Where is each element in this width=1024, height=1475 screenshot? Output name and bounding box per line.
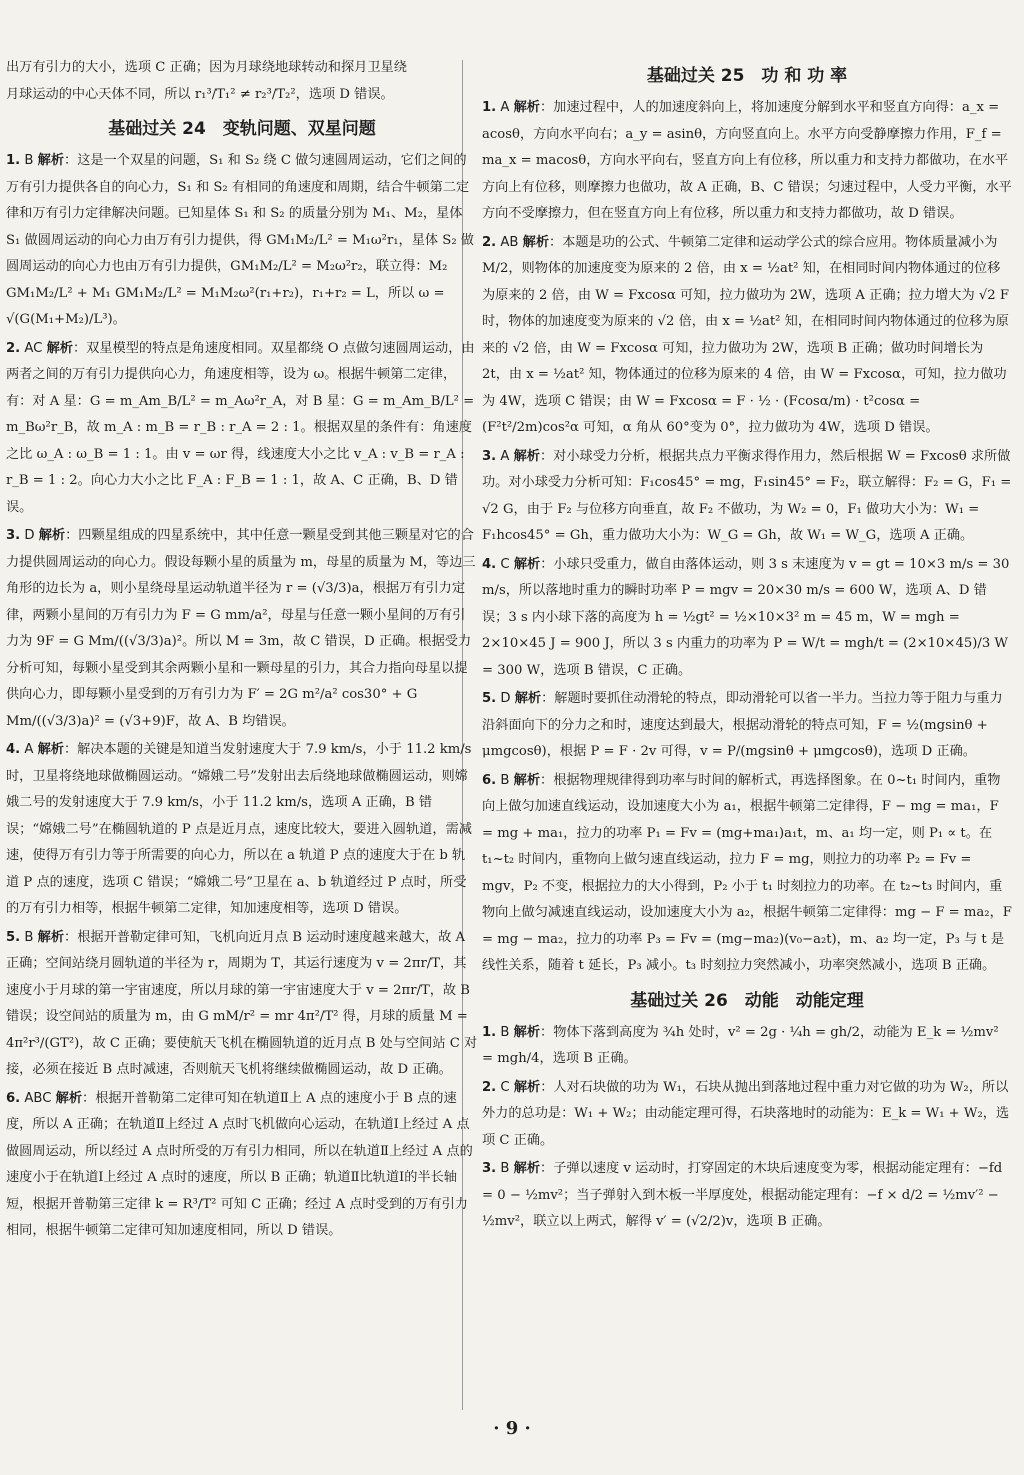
item-answer: B — [24, 153, 34, 168]
answer-item — [482, 230, 1012, 442]
item-label: 解析 — [55, 1090, 83, 1106]
right-column — [482, 55, 1012, 1238]
section-25-title: 基础过关 25 功 和 功 率 — [646, 66, 848, 86]
item-number: 1. — [482, 100, 497, 115]
item-answer: D — [500, 691, 511, 706]
item-number: 6. — [482, 772, 497, 788]
item-text: ：双星模型的特点是角速度相同。双星都绕 O 点做匀速圆周运动，由两者之间的万有引力提供向心力，角速度相等，设为 ω。根据牛顿第二定律，有：对 A 星：G = m_Am_B/L² = m_Aω²r_A，对 B 星：G = m_Am_B/L² = m_Bω²r_B，故 m_A : m_B = r_B : r_A = 2 : 1。根据双星的条件有：角速度之比 ω_A : ω_B = 1 : 1。由 v = ωr 得，线速度大小之比 v_A : v_B = r_A : r_B = 1 : 2。向心力大小之比 F_A : F_B = 1 : 1，故 A、C 正确，B、D 错误。 — [6, 340, 475, 515]
item-label: 解析 — [513, 556, 541, 572]
item-number: 3. — [482, 448, 497, 464]
answer-item — [482, 95, 1012, 228]
item-number: 2. — [482, 234, 497, 250]
item-text: ：这是一个双星的问题，S₁ 和 S₂ 绕 C 做匀速圆周运动，它们之间的万有引力提供各自的向心力，S₁ 和 S₂ 有相同的角速度和周期，结合牛顿第二定律和万有引力定律解决问题。已知星体 S₁ 和 S₂ 的质量分别为 M₁、M₂，星体 S₁ 做圆周运动的向心力由万有引力提供，得 GM₁M₂/L² = M₁ω²r₁，星体 S₂ 做圆周运动的向心力也由万有引力提供，GM₁M₂/L² = M₂ω²r₂，联立得：M₂ GM₁M₂/L² + M₁ GM₁M₂/L² = M₁M₂ω²(r₁+r₂)，r₁+r₂ = L，所以 ω = √(G(M₁+M₂)/L³)。 — [6, 153, 474, 327]
item-number: 3. — [482, 1161, 497, 1176]
item-answer: ABC — [24, 1090, 52, 1106]
item-text: ：加速过程中，人的加速度斜向上，将加速度分解到水平和竖直方向得：a_x = acosθ，方向水平向右；a_y = asinθ，方向竖直向上。水平方向受静摩擦力作用，F_f = ma_x = macosθ，方向水平向右，竖直方向上有位移，所以重力和支持力都做功，在水平方向上有位移，则摩擦力也做功，故 A 正确，B、C 错误；匀速过程中，人受力平衡，水平方向不受摩擦力，但在竖直方向上有位移，所以重力和支持力都做功，故 D 错误。 — [482, 100, 1012, 221]
item-answer: D — [24, 528, 35, 543]
item-number: 5. — [482, 691, 497, 706]
item-answer: A — [500, 100, 510, 115]
intro-line-1: 出万有引力的大小，选项 C 正确；因为月球绕地球转动和探月卫星绕 — [6, 60, 407, 75]
item-text: ：人对石块做的功为 W₁，石块从抛出到落地过程中重力对它做的功为 W₂，所以外力的总功是：W₁ + W₂；由动能定理可得，石块落地时的动能为：E_k = W₁ + W₂，选项 C 正确。 — [482, 1079, 1010, 1148]
item-answer: AC — [24, 340, 43, 356]
section-26-title: 基础过关 26 动能 动能定理 — [630, 990, 864, 1011]
item-number: 1. — [6, 153, 21, 168]
item-text: ：根据开普勒定律可知，飞机向近月点 B 运动时速度越来越大，故 A 正确；空间站绕月圆轨道的半径为 r，周期为 T，其运行速度为 v = 2πr/T，其速度小于月球的第一宇宙速度，所以月球的第一宇宙速度大于 v = 2πr/T，故 B 错误；设空间站的质量为 m，由 G mM/r² = mr 4π²/T² 得，月球的质量 M = 4π²r³/(GT²)，故 C 正确；要使航天飞机在椭圆轨道的近月点 B 处与空间站 C 对接，必须在接近 B 点时减速，否则航天飞机将继续做椭圆运动，故 D 正确。 — [6, 929, 478, 1077]
item-label: 解析 — [513, 1161, 541, 1176]
section-24-title: 基础过关 24 变轨问题、双星问题 — [108, 119, 376, 139]
item-answer: A — [500, 448, 510, 464]
item-label: 解析 — [46, 340, 73, 356]
answer-item — [482, 768, 1012, 980]
answer-item — [6, 148, 478, 334]
item-number: 3. — [6, 528, 21, 543]
item-text: ：四颗星组成的四星系统中，其中任意一颗星受到其他三颗星对它的合力提供圆周运动的向心力。假设每颗小星的质量为 m，母星的质量为 M，等边三角形的边长为 a，则小星绕母星运动轨道半径为 r = (√3/3)a，根据万有引力定律，两颗小星间的万有引力为 F = G mm/a²，母星与任意一颗小星间的万有引力为 9F = G Mm/((√3/3)a)²。所以 M = 3m，故 C 错误，D 正确。根据受力分析可知，每颗小星受到其余两颗小星和一颗母星的引力，其合力指向母星以提供向心力，即每颗小星受到的万有引力为 F′ = 2G m²/a² cos30° + G Mm/((√3/3)a)² = (√3+9)F，故 A、B 均错误。 — [6, 528, 476, 729]
item-answer: B — [24, 929, 34, 945]
item-answer: B — [500, 1161, 510, 1176]
answer-item — [482, 1075, 1012, 1155]
item-number: 1. — [482, 1024, 497, 1040]
item-label: 解析 — [513, 1079, 541, 1095]
item-text: ：根据物理规律得到功率与时间的解析式，再选择图象。在 0~t₁ 时间内，重物向上做匀加速直线运动，设加速度大小为 a₁，根据牛顿第二定律得，F − mg = ma₁，F = mg + ma₁，拉力的功率 P₁ = Fv = (mg+ma₁)a₁t，m、a₁ 均一定，则 P₁ ∝ t。在 t₁~t₂ 时间内，重物向上做匀速直线运动，拉力 F = mg，则拉力的功率 P₂ = Fv = mgv，P₂ 不变，根据拉力的大小得到，P₂ 小于 t₁ 时刻拉力的功率。在 t₂~t₃ 时间内，重物向上做匀减速直线运动，设加速度大小为 a₂，根据牛顿第二定律得：mg − F = ma₂，F = mg − ma₂，拉力的功率 P₃ = Fv = (mg−ma₂)(v₀−a₂t)，m、a₂ 均一定，P₃ 与 t 是线性关系，随着 t 延长，P₃ 减小。t₃ 时刻拉力突然减小，功率突然减小，选项 B 正确。 — [482, 772, 1012, 973]
item-answer: B — [500, 1024, 510, 1040]
item-label: 解析 — [38, 528, 66, 543]
item-label: 解析 — [514, 691, 542, 706]
item-number: 5. — [6, 929, 21, 945]
item-number: 6. — [6, 1090, 21, 1106]
item-number: 4. — [6, 742, 21, 757]
item-label: 解析 — [513, 448, 540, 464]
item-text: ：子弹以速度 v 运动时，打穿固定的木块后速度变为零，根据动能定理有：−fd = 0 − ½mv²；当子弹射入到木板一半厚度处，根据动能定理有：−f × d/2 = ½mv′² − ½mv²，联立以上两式，解得 v′ = (√2/2)v，选项 B 正确。 — [482, 1161, 1003, 1229]
intro-line-2: 月球运动的中心天体不同，所以 r₁³/T₁² ≠ r₂³/T₂²，选项 D 错误。 — [6, 86, 394, 102]
item-answer: B — [500, 772, 510, 788]
answer-item — [6, 737, 478, 923]
item-text: ：物体下落到高度为 ¾h 处时，v² = 2g · ¼h = gh/2，动能为 E_k = ½mv² = mgh/4，选项 B 正确。 — [482, 1024, 999, 1066]
answer-item — [6, 336, 478, 522]
answer-item — [482, 686, 1012, 766]
item-text: ：解决本题的关键是知道当发射速度大于 7.9 km/s，小于 11.2 km/s时，卫星将绕地球做椭圆运动。“嫦娥二号”发射出去后绕地球做椭圆运动，则嫦娥二号的发射速度大于 7.9 km/s，小于 11.2 km/s，选项 A 正确，B 错误；“嫦娥二号”在椭圆轨道的 P 点是近月点，速度比较大，要进入圆轨道，需减速，使得万有引力等于所需要的向心力，所以在 a 轨道 P 点的速度大于在 b 轨道 P 点的速度，选项 C 错误；“嫦娥二号”卫星在 a、b 轨道经过 P 点时，所受的万有引力相等，根据牛顿第二定律，知加速度相等，选项 D 错误。 — [6, 742, 472, 916]
item-answer: C — [500, 556, 510, 572]
item-text: ：本题是功的公式、牛顿第二定律和运动学公式的综合应用。物体质量减小为 M/2，则物体的加速度变为原来的 2 倍，由 x = ½at² 知，在相同时间内物体通过的位移为原来的 2 倍，由 W = Fxcosα 可知，拉力做功为 2W，选项 A 正确；拉力增大为 √2 F 时，物体的加速度变为原来的 √2 倍，由 x = ½at² 知，在相同时间内物体通过的位移为原来的 √2 倍，由 W = Fxcosα 可知，拉力做功为 2W，选项 B 正确；做功时间增长为 2t，由 x = ½at² 知，物体通过的位移为原来的 4 倍，由 W = Fxcosα，可知，拉力做功为 4W，选项 C 错误；由 W = Fxcosα = F · ½ · (Fcosα/m) · t²cosα = (F²t²/2m)cos²α 可知，α 角从 60°变为 0°，拉力做功为 4W，选项 D 错误。 — [482, 234, 1009, 435]
page-number: · 9 · — [493, 1418, 531, 1439]
item-label: 解析 — [513, 100, 540, 115]
item-label: 解析 — [513, 772, 541, 788]
answer-item — [6, 1086, 478, 1245]
item-text: ：小球只受重力，做自由落体运动，则 3 s 末速度为 v = gt = 10×3 m/s = 30 m/s，所以落地时重力的瞬时功率 P = mgv = 20×30 m/s = 600 W，选项 A、D 错误；3 s 内小球下落的高度为 h = ½gt² = ½×10×3² m = 45 m，W = mgh = 2×10×45 J = 900 J，所以 3 s 内重力的功率为 P = W/t = mgh/t = (2×10×45)/3 W = 300 W，选项 B 错误，C 正确。 — [482, 556, 1010, 678]
item-label: 解析 — [522, 234, 550, 250]
item-label: 解析 — [37, 929, 65, 945]
answer-item — [482, 1020, 1012, 1073]
answer-item — [6, 925, 478, 1084]
answer-item — [6, 523, 478, 735]
answer-item — [482, 552, 1012, 685]
item-number: 2. — [6, 340, 21, 356]
left-column — [6, 55, 478, 1247]
item-answer: AB — [500, 234, 519, 250]
item-text: ：根据开普勒第二定律可知在轨道Ⅱ上 A 点的速度小于 B 点的速度，所以 A 正确；在轨道Ⅱ上经过 A 点时飞机做向心运动，在轨道Ⅰ上经过 A 点做圆周运动，所以经过 A 点时所受的万有引力相同，所以在轨道Ⅱ上经过 A 点的速度小于在轨道Ⅰ上经过 A 点时的速度，所以 B 正确；轨道Ⅱ比轨道Ⅰ的半长轴短，根据开普勒第三定律 k = R³/T² 可知 C 正确；经过 A 点时受到的万有引力相同，根据牛顿第二定律可知加速度相同，所以 D 错误。 — [6, 1090, 473, 1238]
answer-item — [482, 444, 1012, 550]
item-answer: A — [24, 742, 34, 757]
item-number: 4. — [482, 556, 497, 572]
item-label: 解析 — [513, 1024, 541, 1040]
item-text: ：对小球受力分析，根据共点力平衡求得作用力，然后根据 W = Fxcosθ 求所做功。对小球受力分析可知：F₁cos45° = mg，F₁sin45° = F₂，联立解得：F₂ = G，F₁ = √2 G，由于 F₂ 与位移方向垂直，故 F₂ 不做功，为 W₂ = 0，F₁ 做功大小为：W₁ = F₁hcos45° = Gh，重力做功大小为：W_G = Gh，故 W₁ = W_G，选项 A 正确。 — [482, 448, 1012, 543]
item-label: 解析 — [37, 742, 64, 757]
item-text: ：解题时要抓住动滑轮的特点，即动滑轮可以省一半力。当拉力等于阻力与重力沿斜面向下的分力之和时，速度达到最大，根据动滑轮的特点可知，F = ½(mgsinθ + μmgcosθ)，根据 P = F · 2v 可得，v = P/(mgsinθ + μmgcosθ)，选项 D 正确。 — [482, 691, 1003, 759]
answer-item — [482, 1156, 1012, 1236]
item-label: 解析 — [37, 153, 65, 168]
item-number: 2. — [482, 1079, 497, 1095]
item-answer: C — [500, 1079, 510, 1095]
